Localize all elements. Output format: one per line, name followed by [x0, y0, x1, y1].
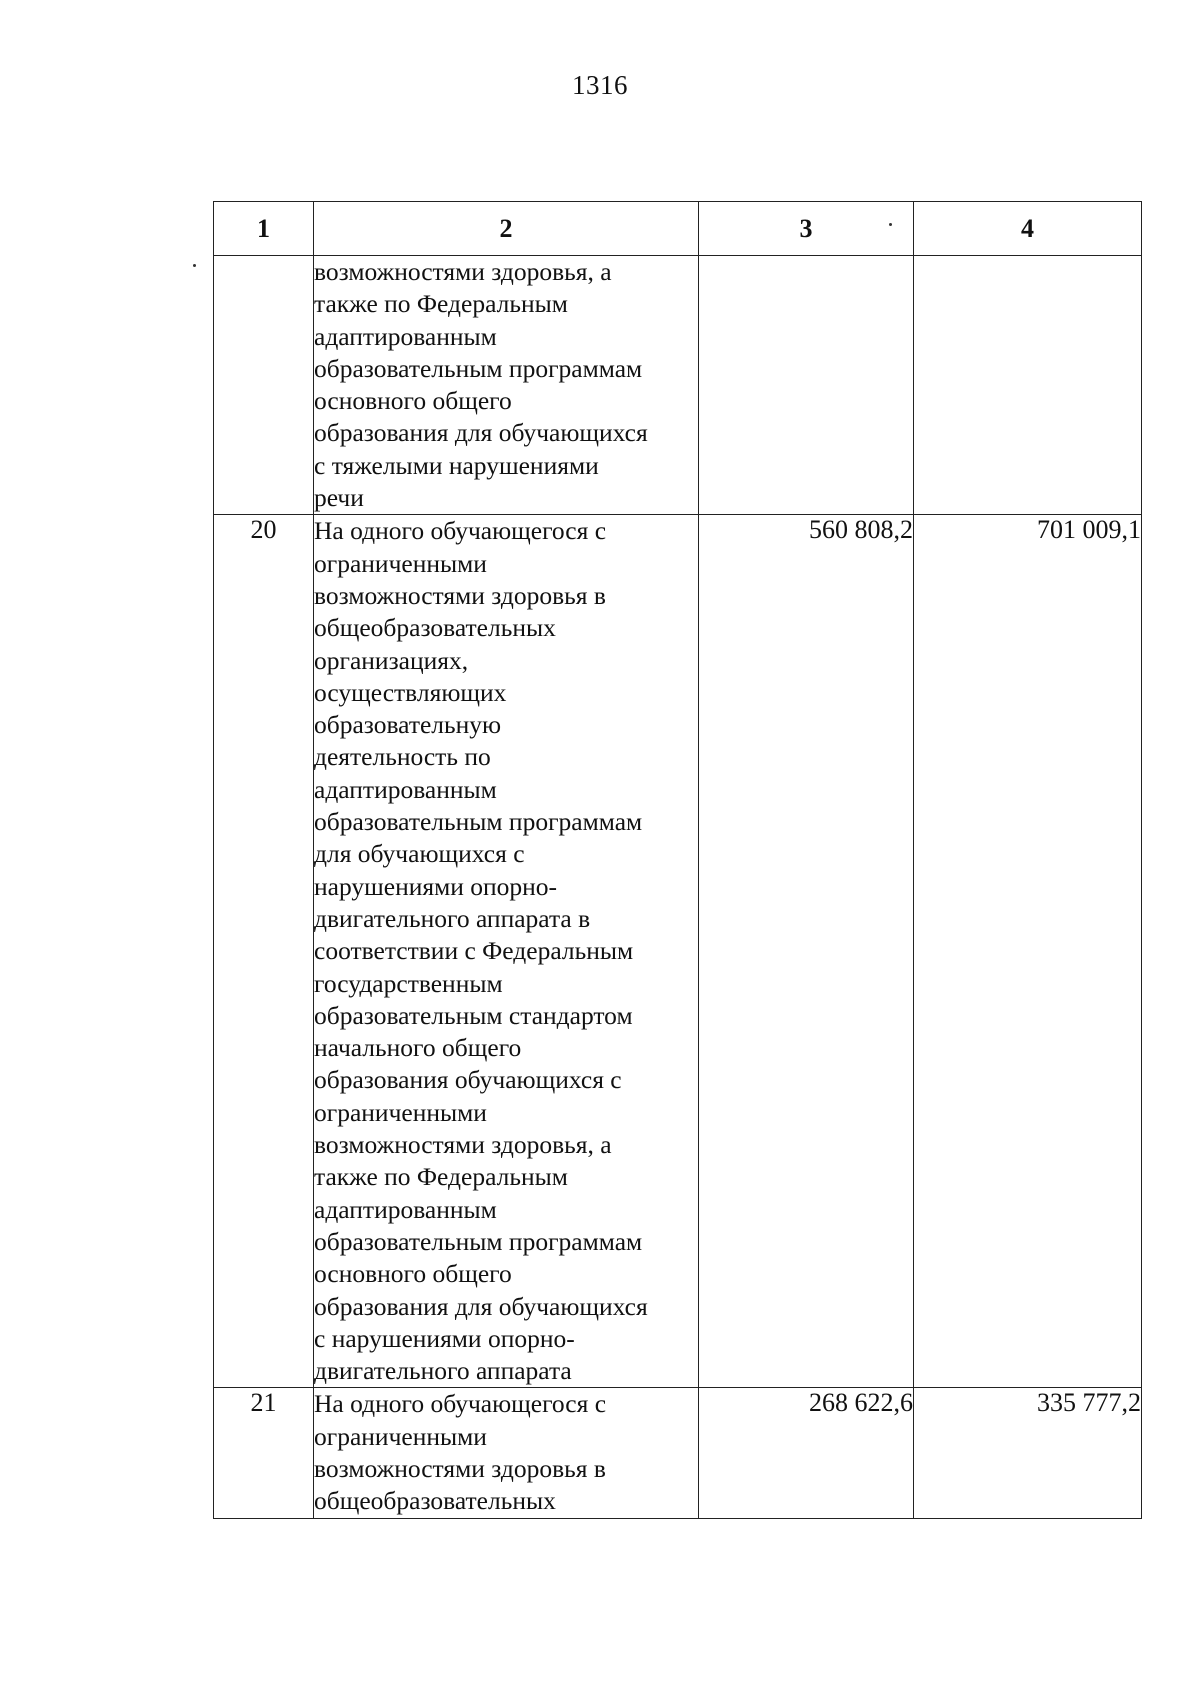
description-line: двигательного аппарата: [314, 1356, 572, 1386]
description-line: с нарушениями опорно-: [314, 1323, 575, 1353]
description-line: образовательным программам: [314, 1226, 643, 1256]
row-description: [314, 1388, 699, 1518]
row-description: [314, 256, 699, 515]
row-number: 21: [214, 1388, 314, 1518]
description-line: образования для обучающихся: [314, 1291, 648, 1321]
column-header-4: 4: [914, 202, 1142, 256]
scan-speck: [889, 223, 892, 226]
description-line: нарушениями опорно-: [314, 871, 558, 901]
description-line: для обучающихся с: [314, 839, 525, 869]
description-line: образования обучающихся с: [314, 1065, 622, 1095]
table-row: [214, 1388, 1142, 1518]
description-line: государственным: [314, 968, 503, 998]
data-table: [213, 201, 1142, 1519]
description-line: также по Федеральным: [314, 289, 568, 319]
row-value-column-4: 335 777,2: [914, 1388, 1142, 1518]
table-row: [214, 256, 1142, 515]
description-line: образовательным программам: [314, 353, 643, 383]
description-line: основного общего: [314, 386, 512, 416]
description-line: На одного обучающегося с: [314, 516, 607, 546]
description-line: соответствии с Федеральным: [314, 936, 634, 966]
description-line: организациях,: [314, 645, 469, 675]
description-line: начального общего: [314, 1033, 522, 1063]
description-line: двигательного аппарата в: [314, 903, 591, 933]
table-body: [214, 256, 1142, 1519]
description-line: адаптированным: [314, 1194, 497, 1224]
page-number: 1316: [572, 70, 628, 100]
description-line: возможностями здоровья, а: [314, 257, 612, 286]
description-line: осуществляющих: [314, 677, 507, 707]
description-line: адаптированным: [314, 321, 497, 351]
row-number: 20: [214, 515, 314, 1388]
column-header-3: 3: [699, 202, 914, 256]
description-line: образовательным программам: [314, 807, 643, 837]
description-line: ограниченными: [314, 1421, 487, 1451]
row-description: [314, 515, 699, 1388]
description-line: общеобразовательных: [314, 1486, 556, 1516]
table-row: [214, 515, 1142, 1388]
row-number: [214, 256, 314, 515]
description-line: ограниченными: [314, 548, 487, 578]
description-line: образования для обучающихся: [314, 418, 648, 448]
description-line: адаптированным: [314, 774, 497, 804]
description-line: также по Федеральным: [314, 1162, 568, 1192]
scan-speck: [193, 264, 196, 267]
description-line: основного общего: [314, 1259, 512, 1289]
row-value-column-3: 560 808,2: [699, 515, 914, 1388]
description-line: возможностями здоровья, а: [314, 1130, 612, 1160]
column-header-1: 1: [214, 202, 314, 256]
description-line: речи: [314, 483, 364, 513]
description-line: деятельность по: [314, 742, 491, 772]
column-header-2: 2: [314, 202, 699, 256]
row-value-column-4: [914, 256, 1142, 515]
description-line: ограниченными: [314, 1097, 487, 1127]
description-line: возможностями здоровья в: [314, 580, 606, 610]
description-line: общеобразовательных: [314, 613, 556, 643]
description-line: На одного обучающегося с: [314, 1389, 607, 1419]
row-value-column-4: 701 009,1: [914, 515, 1142, 1388]
description-line: возможностями здоровья в: [314, 1453, 606, 1483]
description-line: с тяжелыми нарушениями: [314, 450, 599, 480]
description-line: образовательным стандартом: [314, 1000, 633, 1030]
row-value-column-3: 268 622,6: [699, 1388, 914, 1518]
description-line: образовательную: [314, 710, 502, 740]
row-value-column-3: [699, 256, 914, 515]
table-header-row: [214, 202, 1142, 256]
